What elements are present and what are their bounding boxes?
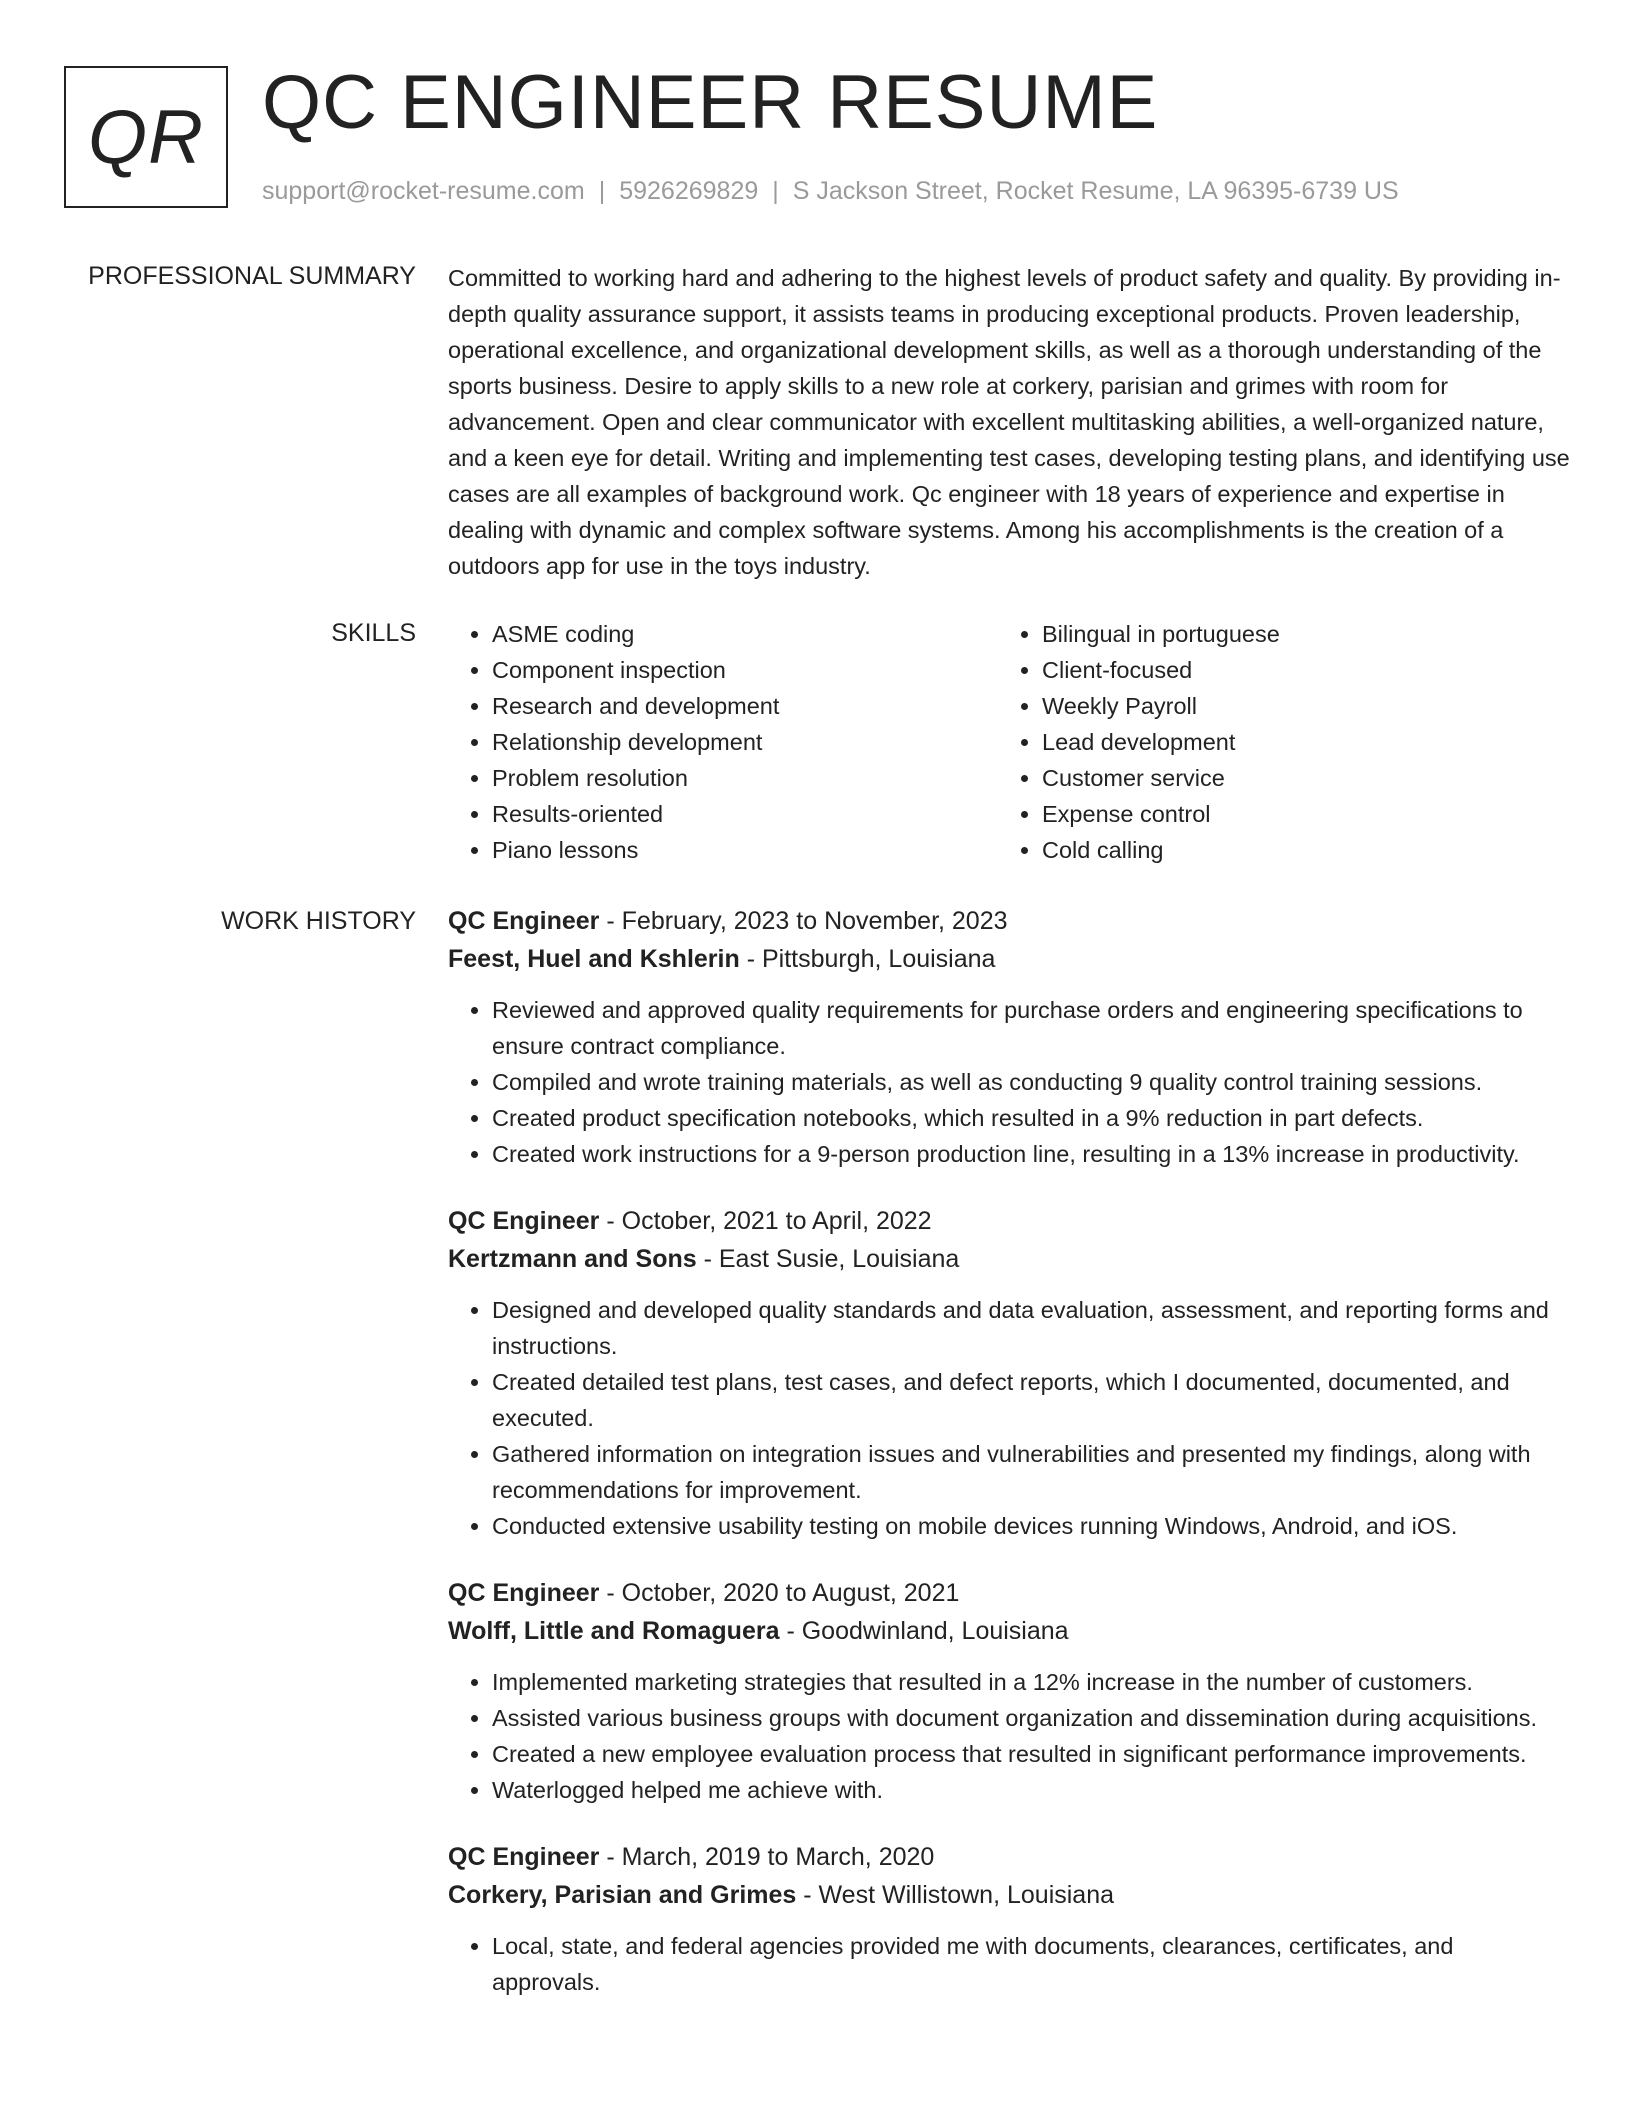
skill-item: • Lead development <box>1042 724 1548 760</box>
job-bullet-list <box>448 1928 1570 2000</box>
job-company: Corkery, Parisian and Grimes <box>448 1881 797 1909</box>
job-bullet: • Local, state, and federal agencies provided me with documents, clearances, certificates, and approvals. <box>492 1928 1570 2000</box>
skill-item: • Relationship development <box>492 724 998 760</box>
skill-item: • Research and development <box>492 688 998 724</box>
contact-line <box>262 174 1399 208</box>
job-bullet: • Created work instructions for a 9-person production line, resulting in a 13% increase in productivity. <box>492 1136 1570 1172</box>
summary-heading: PROFESSIONAL SUMMARY <box>88 262 416 290</box>
job-bullet-list <box>448 1664 1570 1808</box>
job-dates: - March, 2019 to March, 2020 <box>599 1843 935 1871</box>
job-role: QC Engineer <box>448 907 600 935</box>
skill-item: • Client-focused <box>1042 652 1548 688</box>
job-company-line <box>448 1612 1570 1650</box>
job-company-line <box>448 1876 1570 1914</box>
job-entry <box>448 1574 1570 1808</box>
job-dates: - October, 2021 to April, 2022 <box>599 1207 932 1235</box>
job-entry <box>448 1202 1570 1544</box>
skills-list-right <box>998 616 1548 868</box>
work-history-heading: WORK HISTORY <box>221 907 416 935</box>
contact-separator: | <box>772 177 779 205</box>
job-company-line <box>448 940 1570 978</box>
job-location: - Pittsburgh, Louisiana <box>739 945 996 973</box>
job-company-line <box>448 1240 1570 1278</box>
job-bullet: • Assisted various business groups with document organization and dissemination during acquisitions. <box>492 1700 1570 1736</box>
job-title-line <box>448 1574 1570 1612</box>
skills-grid <box>448 616 1548 868</box>
contact-separator: | <box>598 177 606 205</box>
skill-item: • Problem resolution <box>492 760 998 796</box>
skill-item: • Weekly Payroll <box>1042 688 1548 724</box>
job-bullet: • Created product specification notebooks, which resulted in a 9% reduction in part defects. <box>492 1100 1570 1136</box>
monogram-logo: QR <box>64 66 228 208</box>
summary-text: Committed to working hard and adhering to the highest levels of product safety and quality. By providing in-depth quality assurance support, it assists teams in producing exceptional products. Proven leadership, operational excellence, and organizational development skills, as well as a thorough understanding of the sports business. Desire to apply skills to a new role at corkery, parisian and grimes with room for advancement. Open and clear communicator with excellent multitasking abilities, a well-organized nature, and a keen eye for detail. Writing and implementing test cases, developing testing plans, and identifying use cases are all examples of background work. Qc engineer with 18 years of experience and expertise in dealing with dynamic and complex software systems. Among his accomplishments is the creation of a outdoors app for use in the toys industry. <box>448 265 1570 579</box>
job-bullet: • Implemented marketing strategies that resulted in a 12% increase in the number of customers. <box>492 1664 1570 1700</box>
skill-item: • ASME coding <box>492 616 998 652</box>
job-role: QC Engineer <box>448 1843 600 1871</box>
work-history-body <box>448 902 1570 2030</box>
job-company: Feest, Huel and Kshlerin <box>448 945 740 973</box>
job-title-line <box>448 902 1570 940</box>
job-entry <box>448 902 1570 1172</box>
skill-item: • Cold calling <box>1042 832 1548 868</box>
job-dates: - October, 2020 to August, 2021 <box>599 1579 960 1607</box>
contact-email: support@rocket-resume.com <box>262 177 585 205</box>
job-location: - East Susie, Louisiana <box>696 1245 960 1273</box>
job-bullet: • Waterlogged helped me achieve with. <box>492 1772 1570 1808</box>
job-location: - West Willistown, Louisiana <box>796 1881 1115 1909</box>
job-dates: - February, 2023 to November, 2023 <box>599 907 1008 935</box>
skills-body <box>448 616 1570 868</box>
skill-item: • Results-oriented <box>492 796 998 832</box>
skill-item: • Bilingual in portuguese <box>1042 616 1548 652</box>
job-company: Kertzmann and Sons <box>448 1245 697 1273</box>
job-bullet: • Created a new employee evaluation process that resulted in significant performance improvements. <box>492 1736 1570 1772</box>
job-bullet-list <box>448 992 1570 1172</box>
skill-item: • Component inspection <box>492 652 998 688</box>
job-location: - Goodwinland, Louisiana <box>779 1617 1069 1645</box>
job-role: QC Engineer <box>448 1579 600 1607</box>
skill-item: • Piano lessons <box>492 832 998 868</box>
job-bullet-list <box>448 1292 1570 1544</box>
job-bullet: • Conducted extensive usability testing on mobile devices running Windows, Android, and iOS. <box>492 1508 1570 1544</box>
skill-item: • Customer service <box>1042 760 1548 796</box>
job-bullet: • Gathered information on integration issues and vulnerabilities and presented my findings, along with recommendations for improvement. <box>492 1436 1570 1508</box>
job-company: Wolff, Little and Romaguera <box>448 1617 780 1645</box>
contact-phone: 5926269829 <box>619 177 759 205</box>
contact-address: S Jackson Street, Rocket Resume, LA 96395-6739 US <box>792 177 1399 205</box>
job-entry <box>448 1838 1570 2000</box>
job-role: QC Engineer <box>448 1207 600 1235</box>
resume-title: QC ENGINEER RESUME <box>262 60 1159 145</box>
job-title-line <box>448 1838 1570 1876</box>
job-title-line <box>448 1202 1570 1240</box>
job-bullet: • Created detailed test plans, test cases, and defect reports, which I documented, documented, and executed. <box>492 1364 1570 1436</box>
skills-list-left <box>448 616 998 868</box>
job-bullet: • Reviewed and approved quality requirements for purchase orders and engineering specifications to ensure contract compliance. <box>492 992 1570 1064</box>
job-bullet: • Designed and developed quality standards and data evaluation, assessment, and reporting forms and instructions. <box>492 1292 1570 1364</box>
skills-heading: SKILLS <box>331 619 416 647</box>
skill-item: • Expense control <box>1042 796 1548 832</box>
job-bullet: • Compiled and wrote training materials, as well as conducting 9 quality control training sessions. <box>492 1064 1570 1100</box>
summary-body <box>448 260 1570 584</box>
